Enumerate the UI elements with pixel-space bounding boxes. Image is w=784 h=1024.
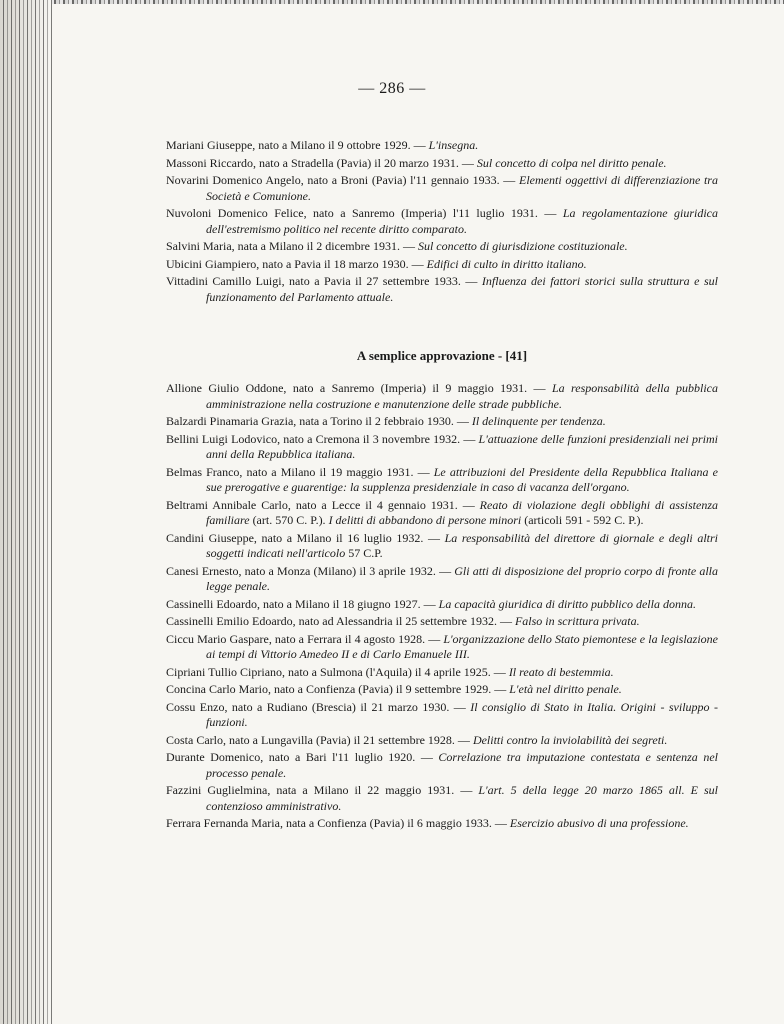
entry-title: Elementi oggettivi di differenziazione tra Società e Comunione. [206,173,718,203]
thesis-entry [166,750,718,781]
entry-text: Canesi Ernesto, nato a Monza (Milano) il 3 aprile 1932. — [166,563,455,578]
entry-title: La responsabilità del direttore di giornale e degli altri soggetti indicati nell'articolo [206,530,719,560]
entry-text: Costa Carlo, nato a Lungavilla (Pavia) il 21 settembre 1928. — [166,732,473,747]
thesis-entry [166,632,718,663]
scan-binding-edge [0,0,52,1024]
section-heading: A semplice approvazione - [41] [356,348,528,363]
entry-title: Delitti contro la inviolabilità dei segreti. [472,732,668,747]
entry-title: L'organizzazione dello Stato piemontese e la legislazione ai tempi di Vittorio Amedeo II e di Carlo Emanuele III. [206,631,718,661]
entry-title: L'attuazione delle funzioni presidenziali nei primi anni della Repubblica italiana. [206,431,718,461]
entry-title: Influenza dei fattori storici sulla struttura e sul funzionamento del Parlamento attuale. [206,274,718,304]
entry-title: La responsabilità della pubblica amministrazione nella costruzione e manutenzione delle strade pubbliche. [206,381,719,411]
thesis-entry [166,816,718,832]
thesis-entry [166,156,718,172]
thesis-entry [166,381,718,412]
entry-text: Salvini Maria, nata a Milano il 2 dicembre 1931. — [166,239,418,253]
entry-title: Correlazione tra imputazione contestata e sentenza nel processo penale. [206,750,718,780]
thesis-entry [166,274,718,305]
entry-text: Allione Giulio Oddone, nato a Sanremo (Imperia) il 9 maggio 1931. — [166,381,552,395]
thesis-entry [166,498,718,529]
entry-text: Ferrara Fernanda Maria, nata a Confienza (Pavia) il 6 maggio 1933. — [166,816,510,830]
entry-title: La regolamentazione giuridica dell'estremismo politico nel recente diritto comparato. [206,206,719,236]
entries-list-top [166,138,718,307]
entry-text: Massoni Riccardo, nato a Stradella (Pavia) il 20 marzo 1931. — [166,155,477,170]
entry-text: Cipriani Tullio Cipriano, nato a Sulmona (l'Aquila) il 4 aprile 1925. — [166,664,509,679]
entry-text: Concina Carlo Mario, nato a Confienza (Pavia) il 9 settembre 1929. — [166,682,510,696]
thesis-entry [166,733,718,749]
entry-text: Beltrami Annibale Carlo, nato a Lecce il 4 gennaio 1931. — [166,497,480,512]
entry-text: Fazzini Guglielmina, nata a Milano il 22 maggio 1931. — [166,783,479,797]
thesis-entry [166,465,718,496]
entry-title: Sul concetto di giurisdizione costituzionale. [417,239,628,253]
entry-title: I delitti di abbandono di persone minori [328,513,522,527]
entry-title: Reato di violazione degli obblighi di assistenza familiare [206,497,719,527]
entry-text: Cassinelli Edoardo, nato a Milano il 18 giugno 1927. — [166,596,439,611]
entry-text: Nuvoloni Domenico Felice, nato a Sanremo (Imperia) l'11 luglio 1931. — [166,206,563,220]
entry-title: Il consiglio di Stato in Italia. Origini - sviluppo - funzioni. [206,699,718,729]
entry-title: La capacità giuridica di diritto pubblico della donna. [438,596,696,611]
thesis-entry [166,783,718,814]
entry-title: Falso in scrittura privata. [514,614,640,628]
thesis-entry [166,597,718,613]
entry-title: Gli atti di disposizione del proprio corpo di fronte alla legge penale. [206,563,719,593]
entry-text: Ciccu Mario Gaspare, nato a Ferrara il 4 agosto 1928. — [166,631,444,646]
thesis-entry [166,531,718,562]
entry-text: Durante Domenico, nato a Bari l'11 luglio 1920. — [166,750,439,764]
entry-title: Esercizio abusivo di una professione. [509,816,689,830]
thesis-entry [166,206,718,237]
thesis-entry [166,682,718,698]
thesis-entry [166,665,718,681]
thesis-entry [166,432,718,463]
thesis-entry [166,700,718,731]
entry-title: L'insegna. [428,138,479,152]
entry-text: Cossu Enzo, nato a Rudiano (Brescia) il 21 marzo 1930. — [166,699,471,714]
entry-title: L'art. 5 della legge 20 marzo 1865 all. E sul contenzioso amministrativo. [206,783,718,813]
thesis-entry [166,564,718,595]
entry-title: Sul concetto di colpa nel diritto penale. [476,155,667,170]
entry-text: Balzardi Pinamaria Grazia, nata a Torino il 2 febbraio 1930. — [166,414,472,428]
entry-title: Il delinquente per tendenza. [471,414,606,428]
thesis-entry [166,257,718,273]
entry-text: Bellini Luigi Lodovico, nato a Cremona il 3 novembre 1932. — [166,431,479,446]
entries-list-approval [166,381,718,834]
entry-text: Cassinelli Emilio Edoardo, nato ad Alessandria il 25 settembre 1932. — [166,614,515,628]
entry-text: Mariani Giuseppe, nato a Milano il 9 ottobre 1929. — [166,138,429,152]
entry-text: Candini Giuseppe, nato a Milano il 16 luglio 1932. — [166,530,445,545]
thesis-entry [166,614,718,630]
entry-title: Edifici di culto in diritto italiano. [426,256,587,271]
entry-text: (art. 570 C. P.). [249,513,329,527]
entry-text: Ubicini Giampiero, nato a Pavia il 18 marzo 1930. — [166,256,427,271]
thesis-entry [166,414,718,430]
entry-title: Le attribuzioni del Presidente della Repubblica Italiana e sue prerogative e guarentige: la supplenza presidenziale in caso di vacanza dell'organo. [206,464,718,494]
entry-text: 57 C.P. [345,546,383,560]
thesis-entry [166,239,718,255]
entry-text: (articoli 591 - 592 C. P.). [521,513,644,527]
entry-text: Novarini Domenico Angelo, nato a Broni (Pavia) l'11 gennaio 1933. — [166,173,519,187]
thesis-entry [166,173,718,204]
entry-title: Il reato di bestemmia. [508,664,614,679]
entry-text: Vittadini Camillo Luigi, nato a Pavia il 27 settembre 1933. — [166,274,482,288]
page-number: — 286 — [358,80,426,97]
scan-top-edge [0,0,784,4]
entry-text: Belmas Franco, nato a Milano il 19 maggio 1931. — [166,464,434,479]
thesis-entry [166,138,718,154]
entry-title: L'età nel diritto penale. [509,682,622,696]
